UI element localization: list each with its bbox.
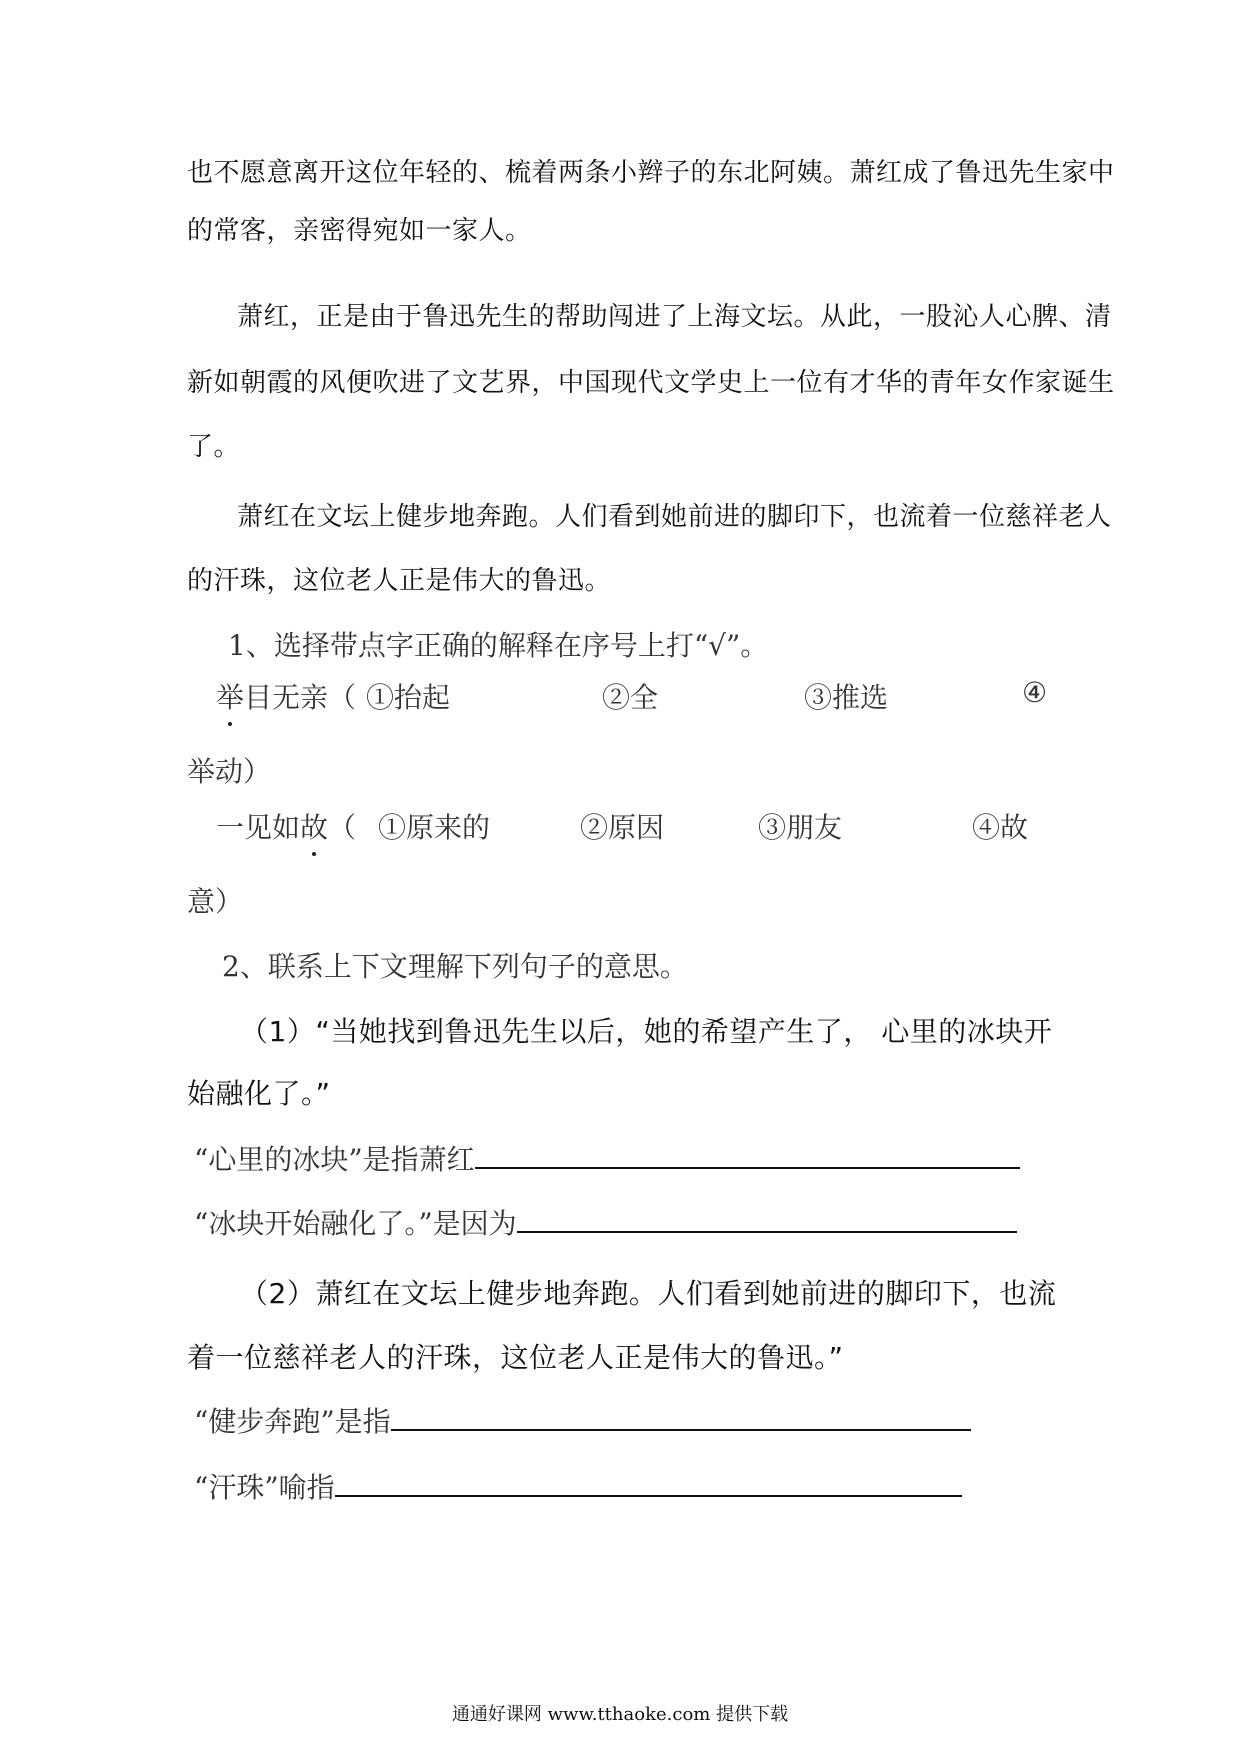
dotted-char: 故 — [300, 806, 328, 846]
answer-blank[interactable] — [475, 1141, 1020, 1169]
q2-s2-answer-b — [194, 1466, 962, 1506]
passage-p3-line2: 的汗珠，这位老人正是伟大的鲁迅。 — [187, 566, 612, 596]
answer-blank[interactable] — [335, 1469, 962, 1497]
passage-p1-line1: 也不愿意离开这位年轻的、梳着两条小辫子的东北阿姨。萧红成了鲁迅先生家中 — [187, 158, 1115, 188]
q1-item1-option-4[interactable]: ④ — [1022, 676, 1048, 709]
q1-item1-option-2[interactable]: ②全 — [602, 681, 659, 714]
q1-item1-word-post: 目无亲（ — [244, 681, 357, 714]
passage-p3-line1: 萧红在文坛上健步地奔跑。人们看到她前进的脚印下，也流着一位慈祥老人 — [237, 502, 1112, 532]
q2-s1-answer-b — [194, 1202, 1017, 1242]
q2-s2-answer-a-label: “健步奔跑”是指 — [194, 1405, 391, 1438]
q2-sentence2-line2: 着一位慈祥老人的汗珠，这位老人正是伟大的鲁迅。” — [187, 1341, 844, 1374]
q1-item2-option-3[interactable]: ③朋友 — [758, 811, 843, 844]
answer-blank[interactable] — [391, 1403, 971, 1431]
passage-p2-line3: 了。 — [187, 432, 241, 462]
q1-item2-word — [216, 806, 356, 846]
dotted-char: 举 — [216, 676, 244, 716]
q1-item2-word-post: （ — [328, 811, 357, 844]
q1-item2-option-1[interactable]: ①原来的 — [378, 811, 491, 844]
q1-item2-wrap: 意） — [187, 885, 244, 918]
q1-item1-option-3[interactable]: ③推选 — [804, 681, 889, 714]
q2-s1-answer-a — [194, 1138, 1020, 1178]
passage-p2-line2: 新如朝霞的风便吹进了文艺界，中国现代文学史上一位有才华的青年女作家诞生 — [187, 368, 1115, 398]
passage-p1-line2: 的常客，亲密得宛如一家人。 — [187, 216, 532, 246]
q2-sentence2-line1: （2）萧红在文坛上健步地奔跑。人们看到她前进的脚印下，也流 — [240, 1277, 1057, 1310]
q1-item2-option-4[interactable]: ④故 — [972, 811, 1029, 844]
footer-credit: 通通好课网 www.tthaoke.com 提供下载 — [451, 1704, 789, 1725]
answer-blank[interactable] — [517, 1205, 1017, 1233]
passage-p2-line1: 萧红，正是由于鲁迅先生的帮助闯进了上海文坛。从此，一股沁人心脾、清 — [237, 302, 1112, 332]
q2-s2-answer-b-label: “汗珠”喻指 — [194, 1471, 335, 1504]
question-1-prompt: 1、选择带点字正确的解释在序号上打“√”。 — [228, 629, 769, 662]
q1-item1-wrap: 举动） — [187, 755, 272, 788]
question-2-prompt: 2、联系上下文理解下列句子的意思。 — [222, 950, 688, 983]
q2-s1-answer-b-label: “冰块开始融化了。”是因为 — [194, 1207, 517, 1240]
q1-item1-word — [216, 676, 356, 716]
q1-item2-option-2[interactable]: ②原因 — [580, 811, 665, 844]
q1-item1-option-1[interactable]: ①抬起 — [366, 681, 451, 714]
q2-s1-answer-a-label: “心里的冰块”是指萧红 — [194, 1143, 475, 1176]
q2-sentence1-line2: 始融化了。” — [187, 1077, 331, 1110]
q2-s2-answer-a — [194, 1400, 971, 1440]
q1-item2-word-pre: 一见如 — [216, 811, 301, 844]
q2-sentence1-line1: （1）“当她找到鲁迅先生以后，她的希望产生了， 心里的冰块开 — [240, 1015, 1053, 1048]
